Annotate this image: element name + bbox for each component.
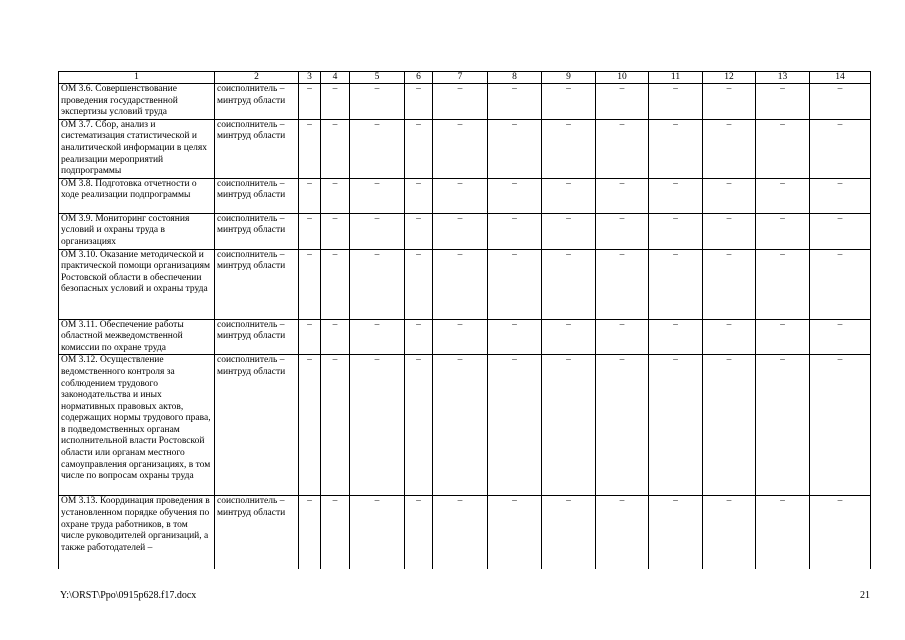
footer-page-number: 21 — [860, 590, 870, 601]
program-table — [58, 71, 871, 569]
col-header: 4 — [321, 72, 350, 84]
value-cell: – — [810, 249, 871, 319]
value-cell: – — [596, 319, 649, 355]
value-cell: – — [756, 319, 810, 355]
value-cell: – — [488, 319, 542, 355]
value-cell: – — [405, 178, 433, 213]
value-cell: – — [810, 178, 871, 213]
value-cell: – — [350, 355, 405, 496]
value-cell: – — [703, 355, 756, 496]
value-cell: – — [321, 249, 350, 319]
value-cell: – — [596, 119, 649, 178]
value-cell: – — [810, 213, 871, 249]
value-cell: – — [488, 84, 542, 120]
value-cell: – — [350, 319, 405, 355]
value-cell: – — [596, 178, 649, 213]
value-cell: – — [542, 119, 596, 178]
value-cell: – — [321, 355, 350, 496]
col-header: 5 — [350, 72, 405, 84]
col-header: 2 — [215, 72, 299, 84]
table-row — [59, 119, 871, 178]
col-header: 6 — [405, 72, 433, 84]
col-header: 7 — [433, 72, 488, 84]
value-cell: – — [488, 355, 542, 496]
col-header: 9 — [542, 72, 596, 84]
value-cell: – — [299, 213, 321, 249]
value-cell: – — [299, 178, 321, 213]
col-header: 13 — [756, 72, 810, 84]
value-cell: – — [649, 249, 703, 319]
value-cell: – — [596, 355, 649, 496]
table-row — [59, 178, 871, 213]
executor-cell: соисполнитель – минтруд области — [215, 178, 299, 213]
table-row — [59, 84, 871, 120]
value-cell: – — [756, 213, 810, 249]
value-cell: – — [542, 355, 596, 496]
value-cell: – — [649, 319, 703, 355]
executor-cell: соисполнитель – минтруд области — [215, 119, 299, 178]
measure-name-cell: ОМ 3.13. Координация проведения в установленном порядке обучения по охране труда работников, в том числе руководителей организаций, а также работодателей – — [59, 496, 215, 569]
value-cell: – — [405, 84, 433, 120]
measure-name-cell: ОМ 3.7. Сбор, анализ и систематизация статистической и аналитической информации в целях реализации мероприятий подпрограммы — [59, 119, 215, 178]
value-cell: – — [596, 213, 649, 249]
footer-file-path: Y:\ORST\Ppo\0915p628.f17.docx — [60, 590, 197, 601]
measure-name-cell: ОМ 3.10. Оказание методической и практической помощи организациям Ростовской области в обеспечении безопасных условий и охраны труда — [59, 249, 215, 319]
table-row — [59, 213, 871, 249]
value-cell: – — [703, 213, 756, 249]
executor-cell: соисполнитель – минтруд области — [215, 319, 299, 355]
value-cell: – — [703, 84, 756, 120]
value-cell: – — [810, 119, 871, 178]
value-cell: – — [703, 249, 756, 319]
measure-name-cell: ОМ 3.6. Совершенствование проведения государственной экспертизы условий труда — [59, 84, 215, 120]
value-cell: – — [542, 319, 596, 355]
value-cell: – — [350, 249, 405, 319]
executor-cell: соисполнитель – минтруд области — [215, 84, 299, 120]
value-cell: – — [810, 355, 871, 496]
col-header: 11 — [649, 72, 703, 84]
value-cell: – — [405, 249, 433, 319]
value-cell: – — [756, 249, 810, 319]
value-cell: – — [756, 496, 810, 569]
col-header: 12 — [703, 72, 756, 84]
executor-cell: соисполнитель – минтруд области — [215, 249, 299, 319]
value-cell: – — [488, 119, 542, 178]
value-cell: – — [542, 84, 596, 120]
value-cell: – — [756, 84, 810, 120]
value-cell: – — [703, 178, 756, 213]
value-cell: – — [596, 496, 649, 569]
measure-name-cell: ОМ 3.8. Подготовка отчетности о ходе реализации подпрограммы — [59, 178, 215, 213]
value-cell: – — [350, 178, 405, 213]
value-cell: – — [321, 178, 350, 213]
value-cell: – — [433, 319, 488, 355]
value-cell: – — [703, 119, 756, 178]
value-cell: – — [299, 119, 321, 178]
value-cell: – — [405, 213, 433, 249]
value-cell: – — [433, 84, 488, 120]
value-cell: – — [756, 178, 810, 213]
value-cell: – — [649, 213, 703, 249]
value-cell: – — [488, 249, 542, 319]
executor-cell: соисполнитель – минтруд области — [215, 355, 299, 496]
value-cell: – — [350, 213, 405, 249]
value-cell: – — [350, 84, 405, 120]
value-cell: – — [488, 178, 542, 213]
value-cell: – — [542, 213, 596, 249]
value-cell: – — [433, 355, 488, 496]
value-cell: – — [299, 319, 321, 355]
value-cell: – — [433, 496, 488, 569]
measure-name-cell: ОМ 3.12. Осуществление ведомственного контроля за соблюдением трудового законодательства и иных нормативных правовых актов, содержащих нормы трудового права, в подведомственных органам исполнительной власти Ростовской области или органам местного самоуправления организациях, в том числе по вопросам охраны труда — [59, 355, 215, 496]
value-cell: – — [321, 84, 350, 120]
value-cell: – — [542, 249, 596, 319]
value-cell: – — [299, 355, 321, 496]
value-cell: – — [649, 84, 703, 120]
value-cell: – — [299, 249, 321, 319]
col-header: 14 — [810, 72, 871, 84]
value-cell: – — [596, 249, 649, 319]
value-cell: – — [649, 119, 703, 178]
value-cell: – — [703, 319, 756, 355]
measure-name-cell: ОМ 3.11. Обеспечение работы областной межведомственной комиссии по охране труда — [59, 319, 215, 355]
value-cell: – — [596, 84, 649, 120]
table-row — [59, 249, 871, 319]
value-cell: – — [299, 84, 321, 120]
value-cell: – — [299, 496, 321, 569]
col-header: 10 — [596, 72, 649, 84]
value-cell: – — [488, 213, 542, 249]
value-cell: – — [810, 84, 871, 120]
executor-cell: соисполнитель – минтруд области — [215, 496, 299, 569]
value-cell: – — [321, 213, 350, 249]
value-cell: – — [542, 496, 596, 569]
value-cell: – — [350, 119, 405, 178]
value-cell: – — [649, 496, 703, 569]
value-cell: – — [433, 213, 488, 249]
table-row — [59, 319, 871, 355]
value-cell: – — [321, 496, 350, 569]
value-cell: – — [542, 178, 596, 213]
value-cell: – — [433, 119, 488, 178]
value-cell: – — [433, 178, 488, 213]
value-cell: – — [756, 119, 810, 178]
executor-cell: соисполнитель – минтруд области — [215, 213, 299, 249]
col-header: 8 — [488, 72, 542, 84]
value-cell: – — [405, 355, 433, 496]
value-cell: – — [810, 319, 871, 355]
value-cell: – — [321, 319, 350, 355]
value-cell: – — [488, 496, 542, 569]
value-cell: – — [350, 496, 405, 569]
value-cell: – — [756, 355, 810, 496]
value-cell: – — [405, 496, 433, 569]
value-cell: – — [433, 249, 488, 319]
value-cell: – — [649, 178, 703, 213]
value-cell: – — [321, 119, 350, 178]
value-cell: – — [405, 119, 433, 178]
table-row — [59, 355, 871, 496]
value-cell: – — [649, 355, 703, 496]
value-cell: – — [405, 319, 433, 355]
table-row — [59, 496, 871, 569]
value-cell: – — [810, 496, 871, 569]
col-header: 1 — [59, 72, 215, 84]
measure-name-cell: ОМ 3.9. Мониторинг состояния условий и охраны труда в организациях — [59, 213, 215, 249]
value-cell: – — [703, 496, 756, 569]
header-row — [59, 72, 871, 84]
col-header: 3 — [299, 72, 321, 84]
